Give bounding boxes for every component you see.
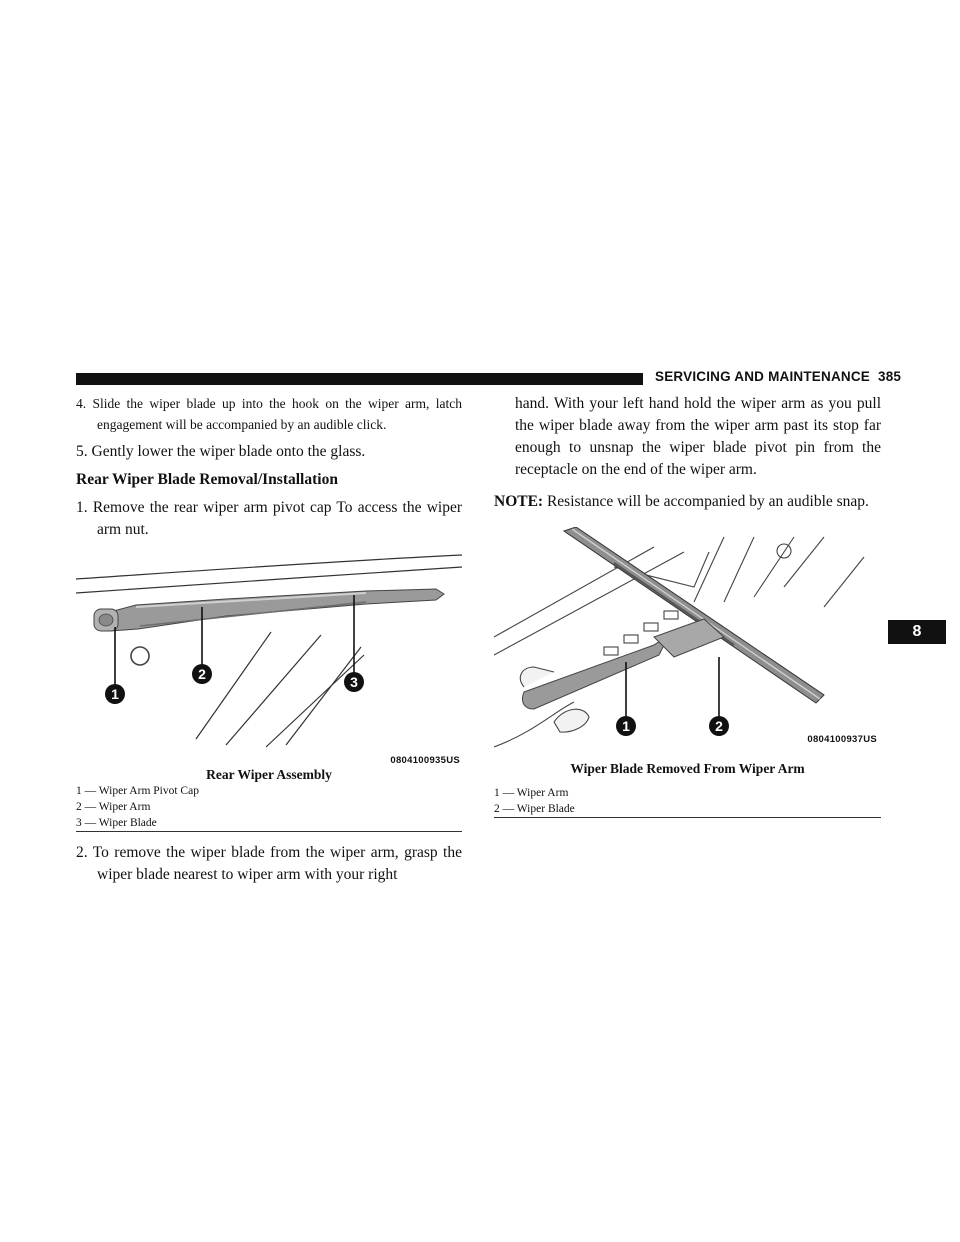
callout-1: 1 (111, 686, 119, 702)
note (494, 491, 881, 513)
page-header (655, 369, 901, 384)
rear-wiper-figure (76, 547, 462, 767)
legend-item: 1 — Wiper Arm (494, 787, 569, 799)
note-label: NOTE: (494, 493, 544, 510)
step-2: 2. To remove the wiper blade from the wiper arm, grasp the wiper blade nearest to wiper arm with your right (76, 844, 462, 883)
chapter-tab: 8 (888, 620, 946, 644)
legend-item: 1 — Wiper Arm Pivot Cap (76, 785, 199, 797)
step-5: 5. Gently lower the wiper blade onto the glass. (76, 443, 366, 460)
callout-1: 1 (622, 718, 630, 734)
figure-caption: Wiper Blade Removed From Wiper Arm (570, 761, 805, 776)
right-column (494, 393, 881, 818)
step-1: 1. Remove the rear wiper arm pivot cap To access the wiper arm nut. (76, 499, 462, 538)
callout-2: 2 (198, 666, 206, 682)
header-bar (76, 373, 643, 385)
step-4: 4. Slide the wiper blade up into the hook on the wiper arm, latch engagement will be accompanied by an audible click. (76, 396, 462, 432)
section-title: SERVICING AND MAINTENANCE (655, 369, 871, 384)
section-heading: Rear Wiper Blade Removal/Installation (76, 471, 338, 488)
callout-3: 3 (350, 674, 358, 690)
legend-item: 2 — Wiper Arm (76, 801, 151, 813)
figure-caption: Rear Wiper Assembly (206, 767, 332, 782)
figure-code: 0804100937US (807, 734, 877, 745)
blade-removed-figure (494, 527, 881, 749)
page-number: 385 (878, 369, 902, 384)
note-text: Resistance will be accompanied by an audible snap. (546, 493, 869, 510)
callout-2: 2 (715, 718, 723, 734)
left-column (76, 393, 462, 886)
step-2-continued: hand. With your left hand hold the wiper arm as you pull the wiper blade away from the wiper arm past its stop far enough to unsnap the wiper blade pivot pin from the receptacle on the end of the wiper arm. (515, 395, 881, 478)
blade-removed-illustration (494, 527, 881, 749)
legend-item: 3 — Wiper Blade (76, 815, 462, 832)
legend-item: 2 — Wiper Blade (494, 801, 881, 818)
rear-wiper-illustration (76, 547, 462, 767)
figure-code: 0804100935US (390, 755, 460, 766)
